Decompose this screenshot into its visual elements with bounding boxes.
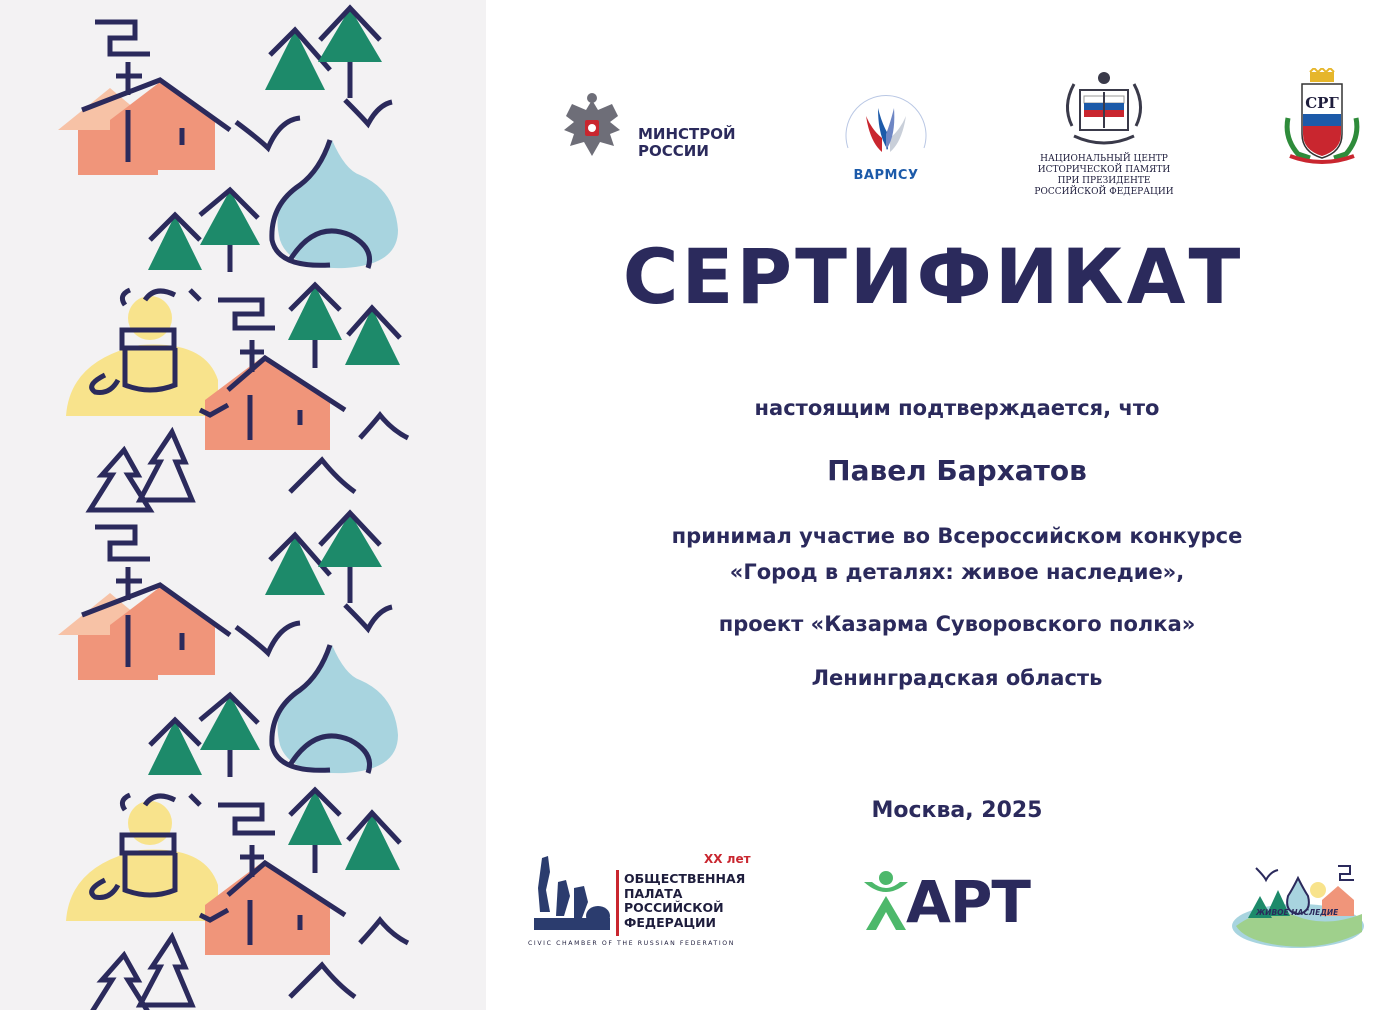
living-heritage-text: ЖИВОЕ НАСЛЕДИЕ: [1256, 908, 1339, 917]
anniversary-badge: XX лет: [704, 852, 751, 866]
confirmation-line: настоящим подтверждается, что: [754, 396, 1160, 420]
village-pattern-illustration: [0, 0, 486, 1010]
certificate-title: СЕРТИФИКАТ: [622, 232, 1244, 321]
living-heritage-logo: [1226, 856, 1366, 951]
contest-name: «Город в деталях: живое наследие»,: [729, 560, 1185, 584]
living-heritage-icon: [1226, 856, 1366, 951]
minstroy-logo: [552, 80, 782, 170]
decorative-pattern-panel: [0, 0, 486, 1010]
region: Ленинградская область: [811, 666, 1103, 690]
recipient-name: Павел Бархатов: [827, 454, 1087, 487]
minstroy-text: МИНСТРОЙ РОССИИ: [638, 125, 736, 160]
monument-icon: [528, 852, 614, 936]
coat-of-arms-icon: [1280, 68, 1364, 168]
varmsu-name: ВАРМСУ: [853, 168, 919, 183]
laurel-wreath-book-emblem-icon: [1034, 66, 1174, 152]
varmsu-emblem-icon: [826, 78, 946, 168]
double-headed-eagle-emblem-icon: [552, 86, 632, 166]
place-and-year: Москва, 2025: [871, 798, 1043, 823]
varmsu-logo: [826, 78, 946, 190]
civic-chamber-divider: [616, 870, 619, 936]
art-text: АРТ: [906, 868, 1030, 936]
project-name: проект «Казарма Суворовского полка»: [718, 612, 1196, 636]
art-logo: [862, 868, 1062, 934]
green-figure-icon: [862, 868, 912, 932]
srg-coat-of-arms-logo: [1280, 68, 1370, 168]
civic-chamber-subtitle: CIVIC CHAMBER OF THE RUSSIAN FEDERATION: [528, 940, 735, 947]
header-logos: [486, 60, 1380, 210]
civic-chamber-logo: [528, 852, 758, 952]
srg-emblem-text: СРГ: [1305, 94, 1339, 112]
history-center-text: НАЦИОНАЛЬНЫЙ ЦЕНТР ИСТОРИЧЕСКОЙ ПАМЯТИ ПРИ ПРЕЗИДЕНТЕ РОССИЙСКОЙ ФЕДЕРАЦИИ: [1034, 154, 1174, 197]
history-center-logo: [1034, 66, 1174, 206]
participation-line: принимал участие во Всероссийском конкурсе: [671, 524, 1243, 548]
civic-chamber-text: ОБЩЕСТВЕННАЯ ПАЛАТА РОССИЙСКОЙ ФЕДЕРАЦИИ: [624, 871, 746, 930]
